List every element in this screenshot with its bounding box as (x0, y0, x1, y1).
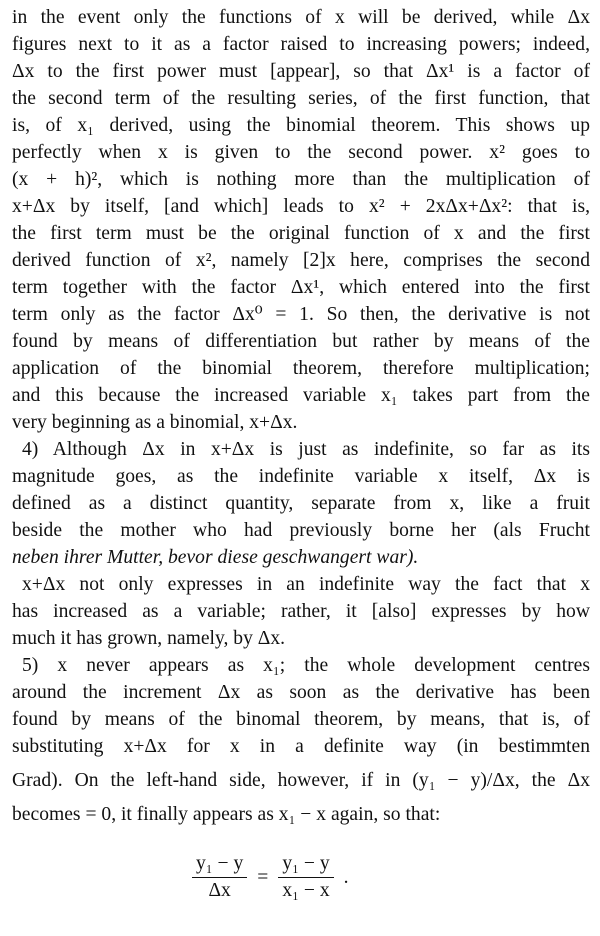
text-line: much it has grown, namely, by Δx. (12, 628, 286, 649)
text-line: derived function of x², namely [2]x here, comprises the second (12, 250, 590, 271)
text-line: the first term must be the original function of x and the first (12, 223, 590, 244)
text-line: is, of x₁ derived, using the binomial theorem. This shows up (12, 115, 590, 136)
text-line: application of the binomial theorem, therefore multiplication; (12, 358, 590, 379)
text-line: figures next to it as a factor raised to increasing powers; indeed, (12, 34, 590, 55)
left-fraction (192, 852, 247, 903)
equals-sign: = (257, 866, 269, 888)
text-line: (x + h)², which is nothing more than the multiplication of (12, 169, 590, 190)
paragraph-5-start: 5) x never appears as x₁; the whole development centres (22, 655, 590, 676)
display-equation (186, 852, 353, 903)
right-fraction (278, 852, 333, 903)
right-denominator: x₁ − x (282, 880, 330, 901)
text-line: magnitude goes, as the indefinite variable x itself, Δx is (12, 466, 590, 487)
text-line: found by means of differentiation but rather by means of the (12, 331, 590, 352)
text-line: substituting x+Δx for x in a definite way (in bestimmten (12, 736, 590, 757)
text-line: beside the mother who had previously borne her (als Frucht (12, 520, 590, 541)
equation-period: . (343, 866, 349, 888)
text-line: neben ihrer Mutter, bevor diese geschwangert war). (12, 547, 419, 568)
text-line: x+Δx not only expresses in an indefinite way the fact that x (22, 574, 590, 595)
text-line: Δx to the first power must [appear], so that Δx¹ is a factor of (12, 61, 590, 82)
text-line: has increased as a variable; rather, it [also] expresses by how (12, 601, 590, 622)
text-line: defined as a distinct quantity, separate from x, like a fruit (12, 493, 590, 514)
text-line: term together with the factor Δx¹, which entered into the first (12, 277, 590, 298)
right-numerator: y₁ − y (278, 852, 333, 878)
left-denominator: Δx (208, 880, 231, 901)
text-line: and this because the increased variable x₁ takes part from the (12, 385, 590, 406)
text-line: around the increment Δx as soon as the derivative has been (12, 682, 590, 703)
text-line: Grad). On the left-hand side, however, if in (y₁ − y)/Δx, the Δx (12, 770, 590, 791)
text-line: in the event only the functions of x will be derived, while Δx (12, 7, 590, 28)
text-line: term only as the factor Δx⁰ = 1. So then, the derivative is not (12, 304, 590, 325)
paragraph-4-start: 4) Although Δx in x+Δx is just as indefinite, so far as its (22, 439, 590, 460)
text-line: x+Δx by itself, [and which] leads to x² + 2xΔx+Δx²: that is, (12, 196, 590, 217)
text-line: very beginning as a binomial, x+Δx. (12, 412, 298, 433)
text-line: perfectly when x is given to the second power. x² goes to (12, 142, 590, 163)
text-line: the second term of the resulting series, of the first function, that (12, 88, 590, 109)
text-line: found by means of the binomal theorem, by means, that is, of (12, 709, 590, 730)
text-line: becomes = 0, it finally appears as x₁ − x again, so that: (12, 804, 441, 825)
left-numerator: y₁ − y (192, 852, 247, 878)
